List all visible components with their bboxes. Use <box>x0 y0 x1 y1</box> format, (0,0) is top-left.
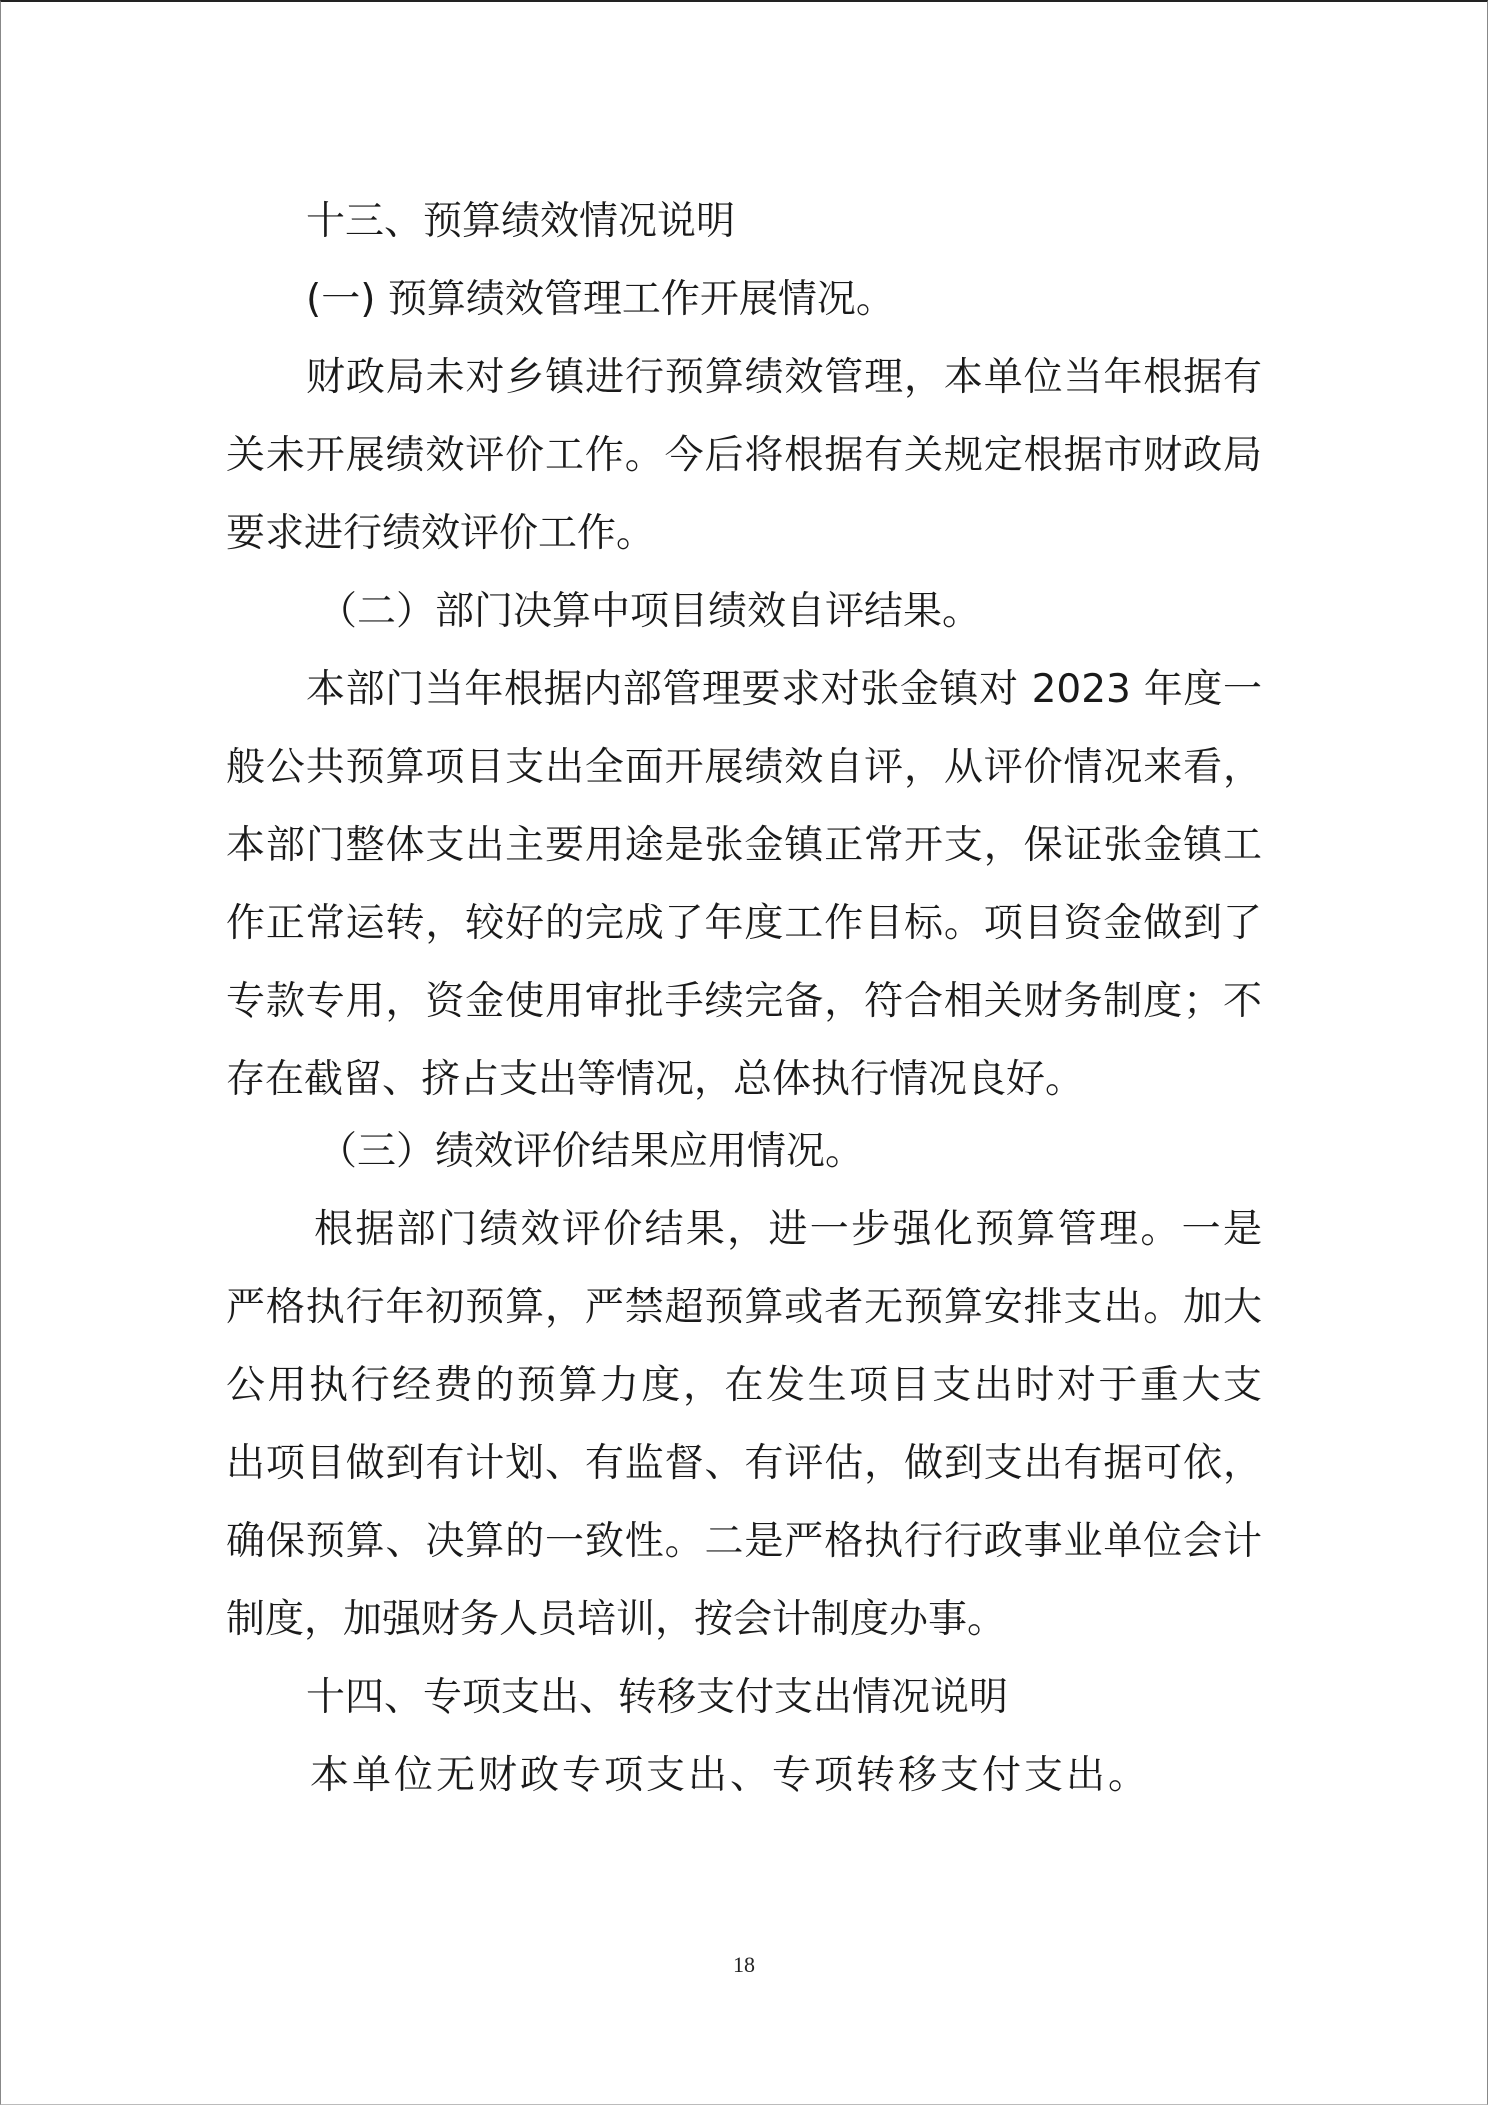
paragraph-line: 严格执行年初预算，严禁超预算或者无预算安排支出。加大 <box>226 1285 1262 1330</box>
paragraph-line: 本部门整体支出主要用途是张金镇正常开支，保证张金镇工 <box>226 823 1262 868</box>
paragraph-line: 作正常运转，较好的完成了年度工作目标。项目资金做到了 <box>226 901 1262 946</box>
subsection-2-heading: （二）部门决算中项目绩效自评结果。 <box>318 589 982 634</box>
paragraph-line: 关未开展绩效评价工作。今后将根据有关规定根据市财政局 <box>226 433 1262 478</box>
paragraph-line: 般公共预算项目支出全面开展绩效自评，从评价情况来看， <box>226 745 1262 790</box>
paragraph-line: 公用执行经费的预算力度，在发生项目支出时对于重大支 <box>226 1363 1262 1408</box>
paragraph-line: 要求进行绩效评价工作。 <box>226 511 656 556</box>
paragraph-line: 财政局未对乡镇进行预算绩效管理，本单位当年根据有 <box>306 355 1262 400</box>
section-14-heading: 十四、专项支出、转移支付支出情况说明 <box>306 1675 1009 1720</box>
paragraph-line: 确保预算、决算的一致性。二是严格执行行政事业单位会计 <box>226 1519 1262 1564</box>
paragraph-line: 出项目做到有计划、有监督、有评估，做到支出有据可依， <box>226 1441 1262 1486</box>
subsection-3-heading: （三）绩效评价结果应用情况。 <box>318 1129 865 1174</box>
paragraph-line: 本单位无财政专项支出、专项转移支付支出。 <box>310 1753 1151 1798</box>
section-13-heading: 十三、预算绩效情况说明 <box>306 199 736 244</box>
paragraph-line: 制度，加强财务人员培训，按会计制度办事。 <box>226 1597 1007 1642</box>
paragraph-line: 存在截留、挤占支出等情况，总体执行情况良好。 <box>226 1057 1085 1102</box>
paragraph-line: 根据部门绩效评价结果，进一步强化预算管理。一是 <box>314 1207 1262 1252</box>
paragraph-line: 专款专用，资金使用审批手续完备，符合相关财务制度；不 <box>226 979 1262 1024</box>
document-body <box>226 183 1262 1815</box>
paragraph-line: 本部门当年根据内部管理要求对张金镇对 2023 年度一 <box>306 667 1262 712</box>
subsection-1-heading: (一) 预算绩效管理工作开展情况。 <box>306 277 895 322</box>
page-number: 18 <box>733 1952 755 1977</box>
